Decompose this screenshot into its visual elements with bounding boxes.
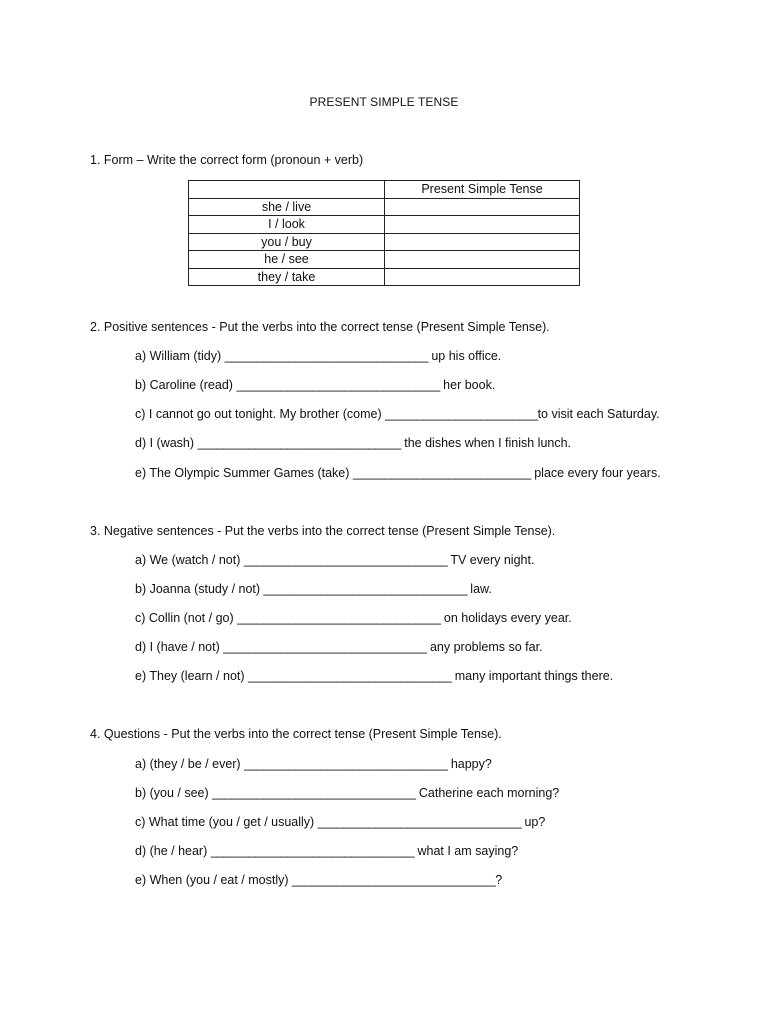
exercise-item: a) We (watch / not) ________________________________ TV every night.: [135, 553, 535, 567]
answer-cell[interactable]: [385, 268, 580, 286]
answer-blank[interactable]: ________________________________: [248, 669, 452, 683]
answer-blank[interactable]: ________________________________: [317, 815, 521, 829]
pronoun-verb-cell: I / look: [189, 216, 385, 234]
exercise-item: d) I (have / not) ________________________________ any problems so far.: [135, 640, 543, 654]
table-header-cell: Present Simple Tense: [385, 181, 580, 199]
exercise-item: e) When (you / eat / mostly) ________________________________?: [135, 873, 503, 887]
answer-blank[interactable]: ________________________________: [197, 436, 401, 450]
page-title: PRESENT SIMPLE TENSE: [309, 95, 459, 109]
answer-blank[interactable]: ________________________________: [236, 378, 440, 392]
answer-blank[interactable]: ________________________________: [237, 611, 441, 625]
answer-cell[interactable]: [385, 198, 580, 216]
exercise-item: b) Caroline (read) ________________________________ her book.: [135, 378, 496, 392]
exercise-item: a) (they / be / ever) ________________________________ happy?: [135, 757, 492, 771]
pronoun-verb-cell: you / buy: [189, 233, 385, 251]
answer-blank[interactable]: ________________________: [385, 407, 538, 421]
answer-blank[interactable]: ________________________________: [223, 640, 427, 654]
exercise-item: e) The Olympic Summer Games (take) ____________________________ place every four years.: [135, 466, 661, 480]
exercise-item: c) I cannot go out tonight. My brother (come) ________________________to visit each Saturday.: [135, 407, 660, 421]
section-1-heading: 1. Form – Write the correct form (pronoun + verb): [90, 153, 364, 167]
answer-blank[interactable]: ________________________________: [243, 553, 448, 567]
answer-blank[interactable]: ________________________________: [210, 844, 414, 858]
pronoun-verb-cell: they / take: [189, 268, 385, 286]
answer-blank[interactable]: ____________________________: [352, 466, 531, 480]
answer-cell[interactable]: [385, 233, 580, 251]
answer-blank[interactable]: ________________________________: [212, 786, 416, 800]
table-row: [189, 268, 580, 286]
exercise-item: e) They (learn / not) ________________________________ many important things there.: [135, 669, 614, 683]
table-row: [189, 233, 580, 251]
pronoun-verb-cell: he / see: [189, 251, 385, 269]
exercise-item: b) (you / see) ________________________________ Catherine each morning?: [135, 786, 560, 800]
section-4-heading: 4. Questions - Put the verbs into the correct tense (Present Simple Tense).: [90, 727, 502, 741]
table-header-row: [189, 181, 580, 199]
exercise-item: c) What time (you / get / usually) ________________________________ up?: [135, 815, 546, 829]
answer-blank[interactable]: ________________________________: [263, 582, 467, 596]
answer-blank[interactable]: ________________________________: [292, 873, 496, 887]
table-row: [189, 251, 580, 269]
exercise-item: b) Joanna (study / not) ________________________________ law.: [135, 582, 492, 596]
table-row: [189, 198, 580, 216]
table-header-cell: [189, 181, 385, 199]
exercise-item: a) William (tidy) ________________________________ up his office.: [135, 349, 502, 363]
table-row: [189, 216, 580, 234]
answer-cell[interactable]: [385, 216, 580, 234]
exercise-item: d) (he / hear) ________________________________ what I am saying?: [135, 844, 519, 858]
section-2-heading: 2. Positive sentences - Put the verbs into the correct tense (Present Simple Tense).: [90, 320, 550, 334]
exercise-item: c) Collin (not / go) ________________________________ on holidays every year.: [135, 611, 572, 625]
answer-cell[interactable]: [385, 251, 580, 269]
answer-blank[interactable]: ________________________________: [244, 757, 448, 771]
pronoun-verb-cell: she / live: [189, 198, 385, 216]
exercise-item: d) I (wash) ________________________________ the dishes when I finish lunch.: [135, 436, 572, 450]
section-3-heading: 3. Negative sentences - Put the verbs into the correct tense (Present Simple Tense).: [90, 524, 556, 538]
answer-blank[interactable]: ________________________________: [224, 349, 428, 363]
form-table: [188, 180, 580, 286]
